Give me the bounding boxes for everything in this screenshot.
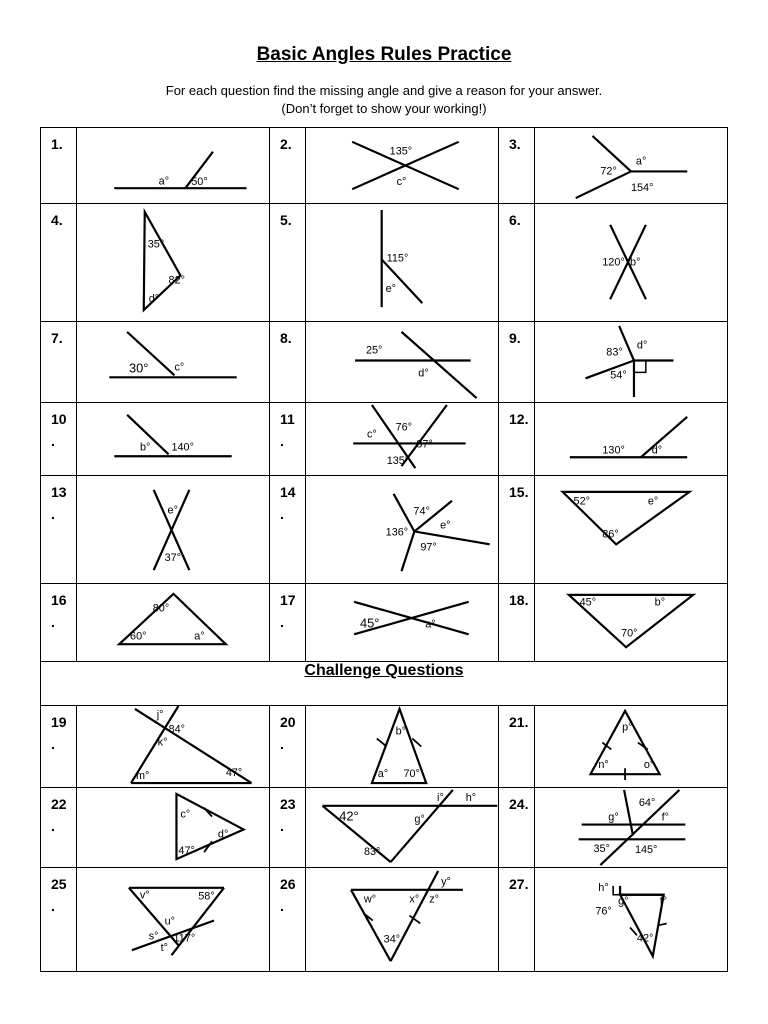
question-24-diagram [535, 788, 728, 868]
angle-label: 25° [365, 344, 383, 357]
angle-label: k° [157, 736, 168, 749]
question-number: 15. [499, 476, 535, 584]
table-row [41, 788, 728, 868]
question-10-diagram [77, 403, 270, 476]
angle-label: g° [608, 811, 619, 824]
question-number: 27. [499, 868, 535, 972]
question-23-diagram [306, 788, 499, 868]
angle-label: 34° [383, 933, 401, 946]
question-4-diagram [77, 204, 270, 322]
angle-label: 130° [602, 444, 625, 457]
angle-label: 145° [634, 844, 658, 857]
question-number: 9. [499, 322, 535, 403]
question-8-diagram [306, 322, 499, 403]
angle-label: 45° [360, 615, 380, 631]
question-number: 20 . [270, 706, 306, 788]
question-number: 16 . [41, 584, 77, 662]
challenge-heading: Challenge Questions [41, 662, 728, 706]
question-number: 18. [499, 584, 535, 662]
angle-label: 50° [191, 176, 208, 189]
question-18-diagram [535, 584, 728, 662]
angle-label: h° [598, 881, 609, 894]
angle-label: t° [160, 942, 168, 955]
question-number: 4. [41, 204, 77, 322]
diagram-line [630, 927, 637, 935]
angle-label: 154° [631, 182, 654, 195]
angle-label: y° [441, 875, 451, 888]
question-number: 13 . [41, 476, 77, 584]
question-25-diagram [77, 868, 270, 972]
angle-label: 60° [130, 630, 147, 643]
angle-label: a° [377, 768, 389, 781]
angle-label: 47° [178, 845, 195, 858]
table-row [41, 403, 728, 476]
angle-label: d° [651, 444, 663, 457]
diagram-line [402, 332, 477, 398]
diagram-line [382, 260, 423, 304]
angle-label: a° [635, 155, 647, 168]
question-12-diagram [535, 403, 728, 476]
angle-label: g° [618, 895, 629, 908]
table-row [41, 706, 728, 788]
angle-label: 83° [363, 846, 381, 859]
angle-label: 87° [416, 438, 433, 451]
diagram-line [641, 417, 687, 457]
question-number: 25 . [41, 868, 77, 972]
angle-label: 120° [602, 256, 625, 269]
angle-label: c° [396, 176, 407, 189]
question-number: 5. [270, 204, 306, 322]
angle-label: b° [654, 596, 666, 609]
question-11-diagram [306, 403, 499, 476]
question-7-diagram [77, 322, 270, 403]
question-number: 6. [499, 204, 535, 322]
question-number: 7. [41, 322, 77, 403]
angle-label: c° [174, 361, 185, 374]
question-2-diagram [306, 128, 499, 204]
angle-label: 58° [198, 890, 215, 903]
angle-label: a° [425, 618, 436, 631]
question-number: 12. [499, 403, 535, 476]
angle-label: 70° [621, 627, 638, 640]
angle-label: e° [167, 504, 178, 517]
question-16-diagram [77, 584, 270, 662]
table-row [41, 476, 728, 584]
angle-label: 83° [606, 346, 623, 359]
angle-label: z° [429, 893, 440, 906]
diagram-line [624, 790, 633, 835]
angle-label: 35° [147, 238, 165, 251]
angle-label: a° [194, 630, 205, 643]
table-row [41, 662, 728, 706]
angle-label: a° [158, 175, 170, 188]
angle-label: 82° [168, 274, 186, 287]
angle-label: 42° [339, 808, 359, 824]
question-6-diagram [535, 204, 728, 322]
question-number: 24. [499, 788, 535, 868]
angle-label: e° [440, 519, 451, 532]
angle-label: 74° [413, 505, 430, 518]
question-number: 17 . [270, 584, 306, 662]
angle-label: w° [363, 893, 377, 906]
question-9-diagram [535, 322, 728, 403]
table-row [41, 322, 728, 403]
angle-label: 30° [129, 360, 149, 376]
angle-label: 64° [638, 796, 656, 809]
angle-label: f° [661, 811, 669, 824]
angle-label: p° [622, 721, 633, 734]
angle-label: 45° [579, 596, 597, 609]
question-26-diagram [306, 868, 499, 972]
angle-label: e° [385, 283, 397, 296]
instructions-line-1: For each question find the missing angle and give a reason for your answer. [165, 83, 603, 98]
angle-label: d° [418, 367, 429, 380]
angle-label: 70° [403, 768, 420, 781]
table-row [41, 204, 728, 322]
angle-label: n° [598, 759, 609, 772]
question-17-diagram [306, 584, 499, 662]
angle-label: 47° [225, 767, 243, 780]
angle-label: b° [139, 441, 151, 454]
angle-label: d° [217, 828, 229, 841]
question-21-diagram [535, 706, 728, 788]
angle-label: o° [643, 759, 655, 772]
question-number: 8. [270, 322, 306, 403]
angle-label: 97° [420, 541, 437, 554]
angle-label: 52° [573, 495, 590, 508]
angle-label: 54° [610, 369, 627, 382]
question-number: 2. [270, 128, 306, 204]
diagram-line [634, 361, 646, 373]
table-row [41, 868, 728, 972]
angle-label: v° [139, 889, 150, 902]
question-number: 10 . [41, 403, 77, 476]
question-number: 11 . [270, 403, 306, 476]
angle-label: 86° [602, 528, 619, 541]
angle-label: 42° [636, 932, 654, 945]
question-number: 26 . [270, 868, 306, 972]
table-row [41, 128, 728, 204]
question-15-diagram [535, 476, 728, 584]
angle-label: 76° [595, 905, 612, 918]
angle-label: m° [135, 770, 150, 783]
angle-label: 76° [395, 421, 412, 434]
question-5-diagram [306, 204, 499, 322]
diagram-line [391, 871, 439, 961]
angle-label: 37° [164, 552, 182, 565]
page-title: Basic Angles Rules Practice [256, 44, 512, 65]
question-19-diagram [77, 706, 270, 788]
question-number: 1. [41, 128, 77, 204]
question-13-diagram [77, 476, 270, 584]
question-1-diagram [77, 128, 270, 204]
angle-label: 140° [171, 441, 194, 454]
angle-label: h° [465, 791, 477, 804]
question-14-diagram [306, 476, 499, 584]
angle-label: 72° [600, 165, 617, 178]
question-number: 22 . [41, 788, 77, 868]
angle-label: 135° [386, 455, 410, 468]
angle-label: 84° [168, 723, 185, 736]
question-27-diagram [535, 868, 728, 972]
angle-label: i° [437, 791, 444, 804]
angle-label: e° [647, 495, 659, 508]
angle-label: 80° [152, 602, 170, 615]
angle-label: g° [414, 813, 425, 826]
angle-label: u° [164, 915, 175, 928]
question-number: 19 . [41, 706, 77, 788]
question-20-diagram [306, 706, 499, 788]
question-number: 21. [499, 706, 535, 788]
question-22-diagram [77, 788, 270, 868]
angle-label: 135° [389, 145, 413, 158]
angle-label: d° [148, 293, 160, 306]
question-number: 23 . [270, 788, 306, 868]
angle-label: 35° [593, 843, 610, 856]
angle-label: c° [366, 428, 377, 441]
angle-label: 117° [173, 932, 196, 945]
angle-label: f° [659, 895, 668, 908]
angle-label: s° [148, 930, 159, 943]
angle-label: 115° [386, 252, 409, 265]
angle-label: x° [409, 893, 420, 906]
diagram-line [377, 739, 387, 747]
questions-table [40, 127, 728, 972]
angle-label: b° [630, 256, 641, 269]
question-number: 3. [499, 128, 535, 204]
angle-label: d° [636, 339, 648, 352]
angle-label: j° [156, 708, 164, 721]
angle-label: b° [395, 725, 406, 738]
instructions-line-2: (Don’t forget to show your working!) [281, 101, 487, 116]
angle-label: 136° [385, 526, 409, 539]
table-row [41, 584, 728, 662]
question-3-diagram [535, 128, 728, 204]
question-number: 14 . [270, 476, 306, 584]
angle-label: c° [180, 808, 191, 821]
